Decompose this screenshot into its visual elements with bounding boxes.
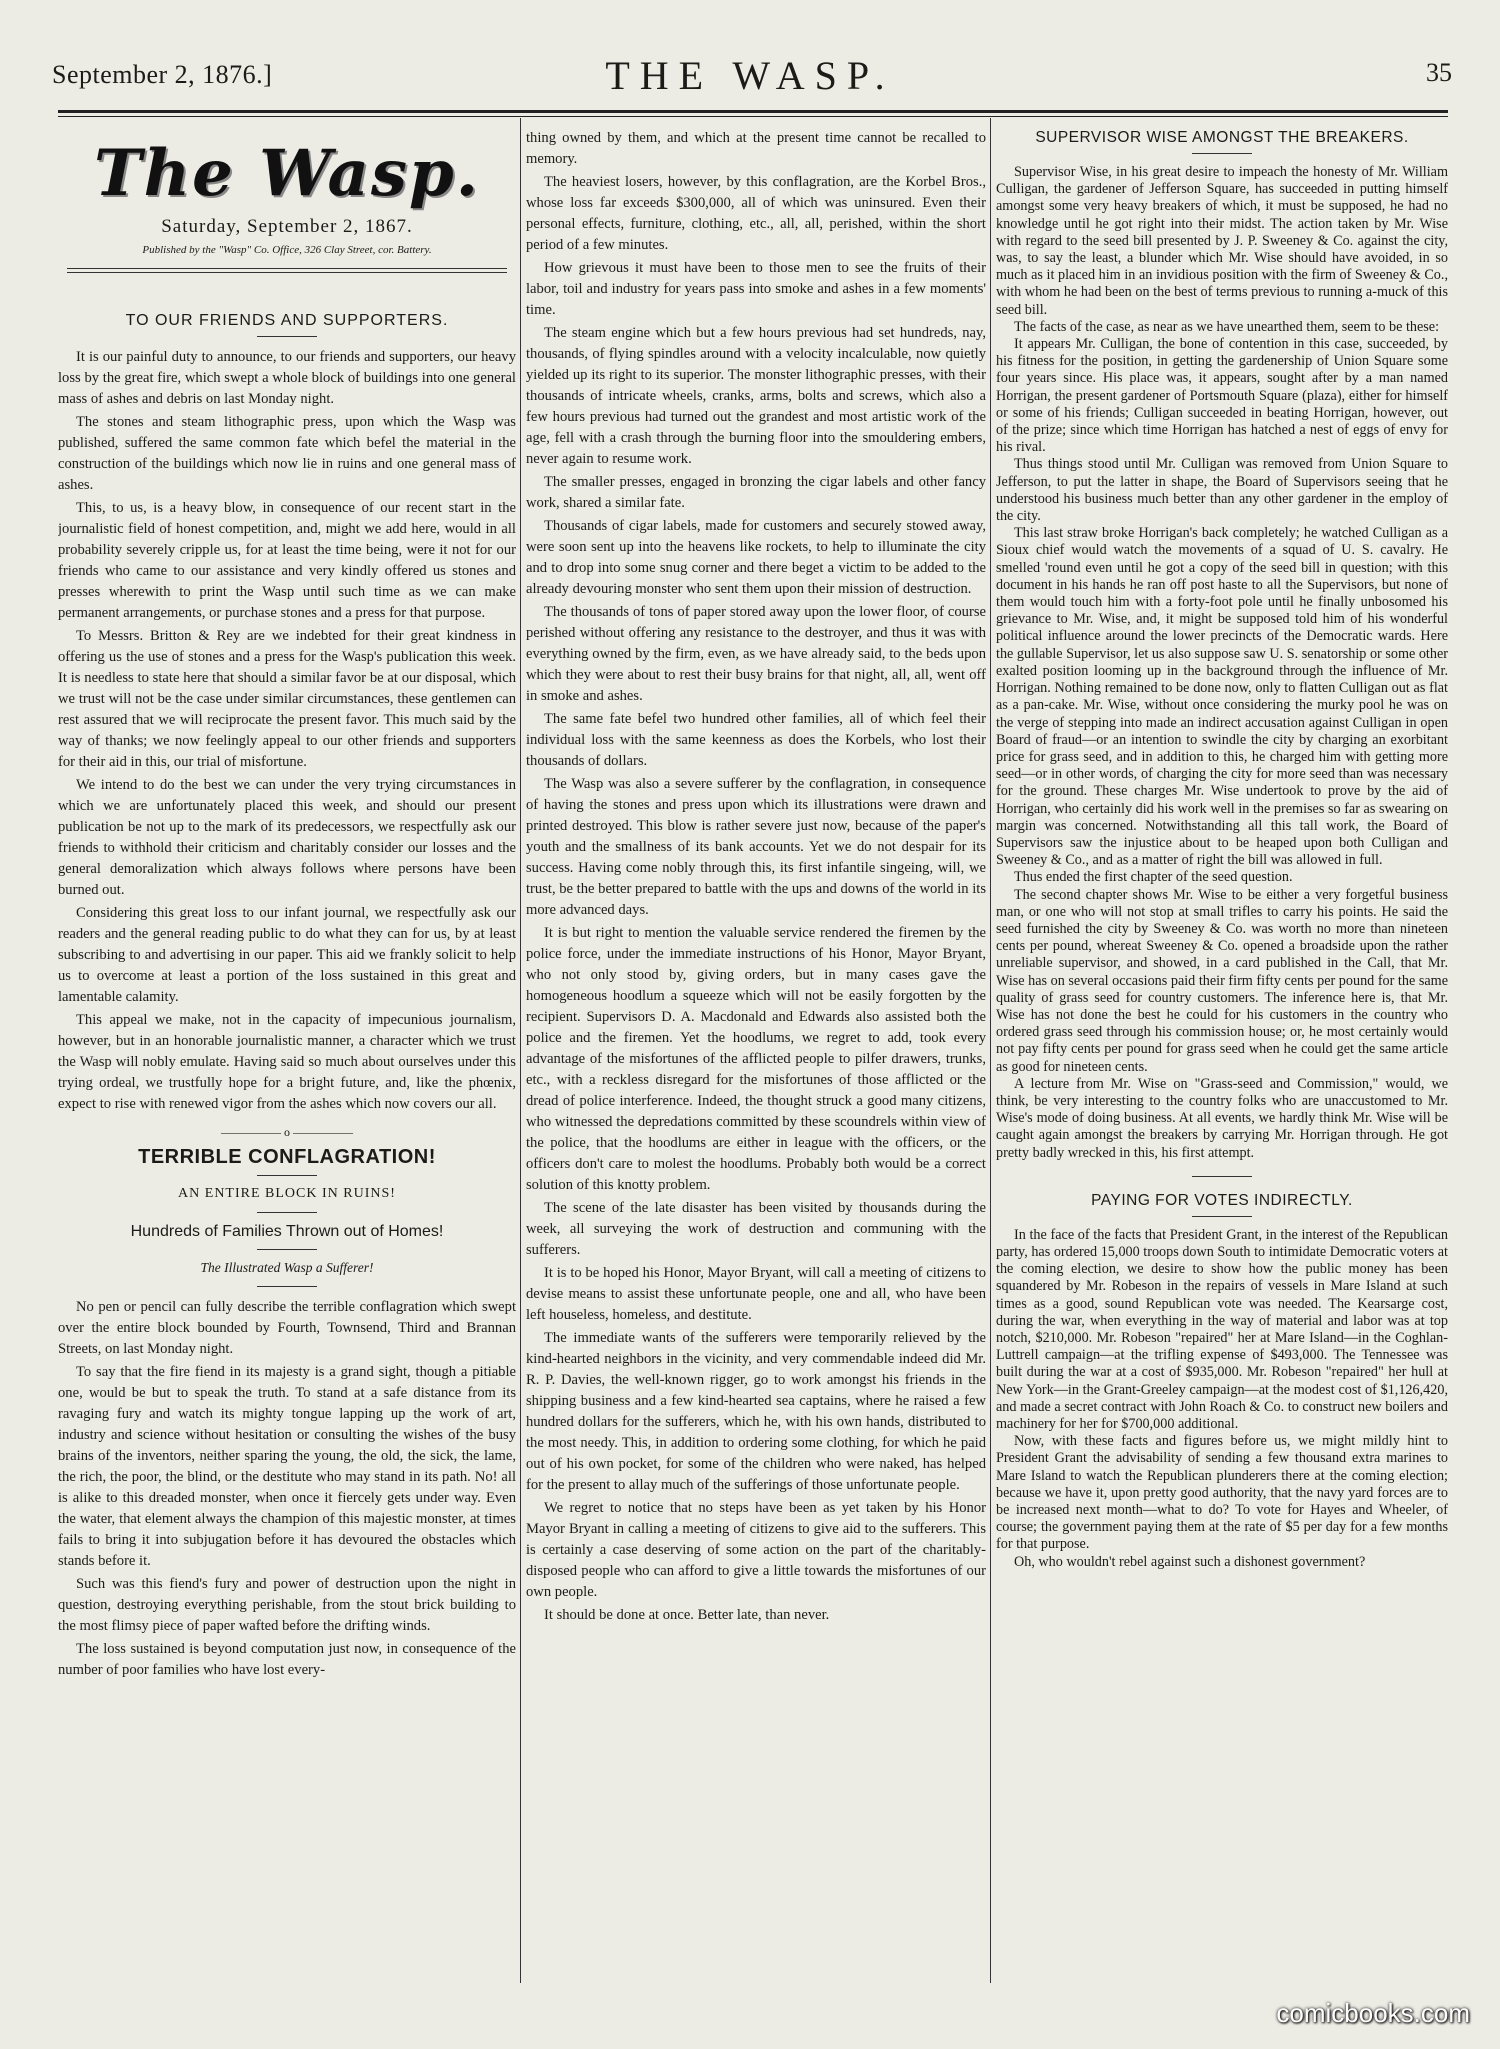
- section-rule: [1192, 1176, 1252, 1177]
- paragraph: We regret to notice that no steps have been as yet taken by his Honor Mayor Bryant in calling a meeting of citizens to give aid to the sufferers. This is certainly a case deserving of some action on the part of the charitably-disposed people who can afford to give a little towards the misfortunes of our own people.: [526, 1500, 986, 1600]
- article-heading: TERRIBLE CONFLAGRATION!: [138, 1146, 436, 1168]
- masthead-publisher: Published by the "Wasp" Co. Office, 326 Clay Street, cor. Battery.: [142, 244, 432, 256]
- paragraph: In the face of the facts that President Grant, in the interest of the Republican party, has ordered 15,000 troops down South to intimidate Democratic voters at the coming election, we desire to show how the public money has been squandered by Mr. Robeson in the repairs of vessels in Mare Island at such times as a good, sound Republican vote was needed. The Kearsarge cost, during the war, when everything in the way of material and labor was at top notch, $210,000. Mr. Robeson "repaired" her at Mare Island—in the Coghlan-Luttrell campaign—at the trifling expense of $493,000. The Tennessee was built during the war at a cost of $935,000. Mr. Robeson "repaired" her hull at New York—in the Grant-Greeley campaign—at the modest cost of $1,126,420, and made a secret contract with John Roach & Co. to construct new boilers and machinery for her for $700,000 additional.: [996, 1226, 1448, 1433]
- paragraph: Now, with these facts and figures before us, we might mildly hint to President Grant the advisability of sending a few thousand extra marines to Mare Island to watch the Republican plunderers there at the coming election; because we have it, upon pretty good authority, that the navy yard forces are to be increased next month—what to do? To vote for Hayes and Wheeler, of course; the government paying them at the rate of $5 per day for a few months for that purpose.: [996, 1433, 1448, 1553]
- column-divider: [520, 118, 521, 1983]
- masthead-date: Saturday, September 2, 1867.: [161, 216, 413, 237]
- paragraph: It is but right to mention the valuable service rendered the firemen by the police force, under the immediate instructions of his Honor, Mayor Bryant, who not only stood by, giving orders, but in many cases gave the homogeneous hoodlum a squeeze which will not be easily forgotten by the recipient. Supervisors D. A. Macdonald and Edwards also assisted both the police and the firemen. Yet the hoodlums, we regret to add, took every advantage of the misfortunes of the afflicted people to pilfer drawers, trunks, etc., with a reckless disregard for the misfortunes of those afflicted or the dread of police interference. Indeed, the thought struck a good many citizens, who witnessed the depredations committed by these scoundrels within view of the police, that the hoodlums are either in league with the officers, or the officers don't care to molest the hoodlums. Probably both would be a correct solution of this knotty problem.: [526, 925, 986, 1193]
- paragraph: To say that the fire fiend in its majesty is a grand sight, though a pitiable one, would be but to speak the truth. To stand at a safe distance from its ravaging fury and watch its mighty tongue lapping up the work of art, industry and science without hesitation or consulting the wishes of the busy brains of the inventors, neither sparing the young, the old, the sick, the lame, the rich, the poor, the blind, or the destitute who may stand in its path. No! all is alike to this dreaded monster, when once it fiercely gets under way. Even the water, that element always the champion of this majestic monster, at times fails to bring it into subjugation before it has devoured the obstacles which stands before it.: [58, 1364, 516, 1569]
- heading-rule: [257, 336, 317, 337]
- article-heading: SUPERVISOR WISE AMONGST THE BREAKERS.: [1035, 129, 1409, 146]
- paragraph: It appears Mr. Culligan, the bone of contention in this case, succeeded, by his fitness for the position, in getting the gardenership of Union Square some four years since. His place was, it appears, sought after by a man named Horrigan, the present gardener of Portsmouth Square (plaza), either for himself or some of his friends; Culligan succeeded in beating Horrigan, however, out of the prize; since which time Horrigan has hatched a nest of eggs of envy for his rival.: [996, 336, 1448, 456]
- heading-rule: [257, 1249, 317, 1250]
- watermark: comicbooks.com: [1276, 1998, 1470, 2028]
- article-subheading: AN ENTIRE BLOCK IN RUINS!: [178, 1186, 396, 1201]
- paragraph: It is to be hoped his Honor, Mayor Bryant, will call a meeting of citizens to devise means to assist these unfortunate people, one and all, who have been left houseless, homeless, and destitute.: [526, 1265, 986, 1323]
- paragraph: The second chapter shows Mr. Wise to be either a very forgetful business man, or one who will not stop at small trifles to carry his points. He said the seed furnished the city by Sweeney & Co. was worth no more than nineteen cents per pound, whereat Sweeney & Co. opened a broadside upon the rather unreliable supervisor, and showed, in a card published in the Call, that Mr. Wise has on several occasions paid their firm fifty cents per pound for the same quality of grass seed for country customers. The inference here is, that Mr. Wise has not done the best he could for his customers in the country who ordered grass seed through his commission house; or, he most certainly would not pay fifty cents per pound for grass seed when he could get the same article as good for nineteen cents.: [996, 886, 1448, 1075]
- paragraph: A lecture from Mr. Wise on "Grass-seed and Commission," would, we think, be very interesting to the country folks who are unaccustomed to Mr. Wise's mode of doing business. At all events, we hardly think Mr. Wise will be caught again amongst the breakers by carrying Mr. Horrigan through. He got pretty badly wrecked in this, his first attempt.: [996, 1075, 1448, 1161]
- header-title: THE WASP.: [605, 53, 895, 98]
- heading-rule: [257, 1286, 317, 1287]
- heading-rule: [1192, 1216, 1252, 1217]
- heading-rule: [257, 1175, 317, 1176]
- paragraph: This last straw broke Horrigan's back completely; he watched Culligan as a Sioux chief would watch the movements of a squad of U. S. cavalry. He smelled 'round even until he got a copy of the seed bill in question; with this document in his hands he ran off post haste to all the Supervisors, but none of them would touch him with a forty-foot pole until he finally unbosomed his grievance to Mr. Wise, and, it might be supposed told him of his wonderful political influence around the lower precincts of the Democratic wards. Here the gullable Supervisor, let us also suppose saw U. S. senatorship or some other exalted position looming up in the background through the influence of Mr. Horrigan. Nothing remained to be done now, only to flatten Culligan out as flat as a pan-cake. Mr. Wise, without once considering the murky pool he was on the verge of stepping into made an indirect accusation against Culligan in open Board of fraud—or an intention to swindle the city by charging an exorbitant price for grass seed, and in addition to this, he charged him with getting more seed—or in other words, of charging the city for more seed than was necessary for the ground. These charges Mr. Wise undertook to prove by the aid of Horrigan, who certainly did his work well in the premises so far as swearing on margin was concerned. Notwithstanding all this tall work, the Board of Supervisors saw the injustice about to be heaped upon both Culligan and Sweeney & Co., and as a matter of right the bill was allowed in full.: [996, 525, 1448, 869]
- heading-rule: [1192, 153, 1252, 154]
- page-number: 35: [1426, 58, 1452, 87]
- heading-rule: [257, 1212, 317, 1213]
- paragraph: The loss sustained is beyond computation just now, in consequence of the number of poor families who have lost every-: [58, 1641, 516, 1678]
- paragraph: To Messrs. Britton & Rey are we indebted for their great kindness in offering us the use of stones and a press for the Wasp's publication this week. It is needless to state here that should a similar favor be at our disposal, which we trust will not be the case under similar circumstances, these gentlemen can rest assured that we will reciprocate the present favor. This much said by the way of thanks; we now feelingly appeal to our other friends and supporters for their aid in this, our trial of misfortune.: [58, 628, 516, 770]
- article-subheading: Hundreds of Families Thrown out of Homes!: [130, 1223, 444, 1240]
- paragraph: Thus things stood until Mr. Culligan was removed from Union Square to Jefferson, to put the latter in shape, the Board of Supervisors seeing that he understood his business much better than any other gardener in the employ of the city.: [996, 456, 1448, 525]
- paragraph: Considering this great loss to our infant journal, we respectfully ask our readers and the general reading public to do what they can for us, by at least subscribing to and advertising in our paper. This aid we frankly solicit to help us to overcome at least a portion of the loss sustained in this great and lamentable calamity.: [58, 905, 516, 1005]
- paragraph: The stones and steam lithographic press, upon which the Wasp was published, suffered the same common fate which befel the material in the construction of the buildings which now lie in ruins and one general mass of ashes.: [58, 414, 516, 493]
- header-rule-thin: [58, 116, 1448, 117]
- paragraph: thing owned by them, and which at the present time cannot be recalled to memory.: [526, 130, 986, 167]
- article-heading: PAYING FOR VOTES INDIRECTLY.: [1091, 1191, 1353, 1209]
- paragraph: Thus ended the first chapter of the seed question.: [1014, 869, 1293, 886]
- masthead-rule: [67, 268, 507, 273]
- header-rule: [58, 110, 1448, 113]
- paragraph: The immediate wants of the sufferers were temporarily relieved by the kind-hearted neighbors in the vicinity, and very commendable indeed did Mr. R. P. Davies, the well-known rigger, go to work amongst his friends in the shipping business and a few kind-hearted sea captains, where he raised a few hundred dollars for the sufferers, which he, with his own hands, distributed to the most needy. This, in addition to ordering some clothing, for which he paid out of his own pocket, for some of the children who were naked, has helped for the present to allay much of the sufferings of those unfortunate people.: [526, 1330, 986, 1493]
- header-date: September 2, 1876.]: [52, 60, 273, 89]
- column-2: [526, 128, 986, 1628]
- paragraph: Supervisor Wise, in his great desire to impeach the honesty of Mr. William Culligan, the gardener of Jefferson Square, has succeeded in putting himself amongst some very heavy breakers of which, it must be supposed, he had no knowledge until he got right into their midst. The action taken by Mr. Wise with regard to the seed bill presented by J. P. Sweeney & Co. against the city, was, to say the least, a blunder which Mr. Wise should have avoided, in so much as it placed him in an invidious position with the firm of Sweeney & Co., with whom he had been on the best of terms previous to running a-muck of this seed bill.: [996, 164, 1448, 318]
- section-ornament: ————— o —————: [221, 1125, 353, 1139]
- paragraph: The heaviest losers, however, by this conflagration, are the Korbel Bros., whose loss far exceeds $300,000, all of which was uninsured. Even their personal effects, furniture, clothing, etc., all, all, perished, within the short period of a few minutes.: [526, 174, 986, 253]
- masthead: [58, 128, 516, 306]
- masthead-title: The Wasp.: [94, 136, 480, 211]
- paragraph: How grievous it must have been to those men to see the fruits of their labor, toil and industry for years pass into smoke and ashes in a few moments' time.: [526, 260, 986, 318]
- paragraph: The same fate befel two hundred other families, all of which feel their individual loss with the same keenness as does the Korbels, who lost their thousands of dollars.: [526, 711, 986, 769]
- paragraph: Such was this fiend's fury and power of destruction upon the night in question, destroying everything perishable, from the stout brick building to the most flimsy piece of paper wafted before the drifting winds.: [58, 1576, 516, 1634]
- paragraph: We intend to do the best we can under the very trying circumstances in which we are unfortunately placed this week, and should our present publication be not up to the mark of its predecessors, we respectfully ask our friends to withhold their criticism and charitably consider our losses and the general demoralization which always follows where persons have been burned out.: [58, 777, 516, 898]
- paragraph: The Wasp was also a severe sufferer by the conflagration, in consequence of having the stones and press upon which its illustrations were drawn and printed destroyed. This blow is rather severe just now, because of the paper's youth and the smallness of its bank accounts. Yet we do not despair for its success. Having come nobly through this, its first infantile singeing, will, we trust, be the better prepared to battle with the ups and downs of the world in its more advanced days.: [526, 776, 986, 918]
- article-subheading: The Illustrated Wasp a Sufferer!: [200, 1260, 374, 1275]
- paragraph: Thousands of cigar labels, made for customers and securely stowed away, were soon sent up into the heavens like rockets, to help to illuminate the city and to drop into some snug corner and there beget a victim to be added to the already devouring monster who sent them upon their mission of destruction.: [526, 518, 986, 597]
- paragraph: It is our painful duty to announce, to our friends and supporters, our heavy loss by the great fire, which swept a whole block of buildings into one general mass of ashes and debris on last Monday night.: [58, 349, 516, 407]
- paragraph: The steam engine which but a few hours previous had set hundreds, nay, thousands, of flying spindles around with a velocity incalculable, now quietly yielded up its right to its superior. The monster lithographic presses, with their thousands of intricate wheels, cranks, arms, bolts and screws, which also a few hours previous had turned out the grandest and most artistic work of the age, fell with a crash through the burning floor into the smouldering embers, never again to resume work.: [526, 325, 986, 467]
- paragraph: This appeal we make, not in the capacity of impecunious journalism, however, but in an honorable journalistic manner, a character which we trust the Wasp will nobly emulate. Having said so much about ourselves under this trying ordeal, we trustfully hope for a bright future, and, like the phœnix, expect to rise with renewed vigor from the ashes which now covers our all.: [58, 1012, 516, 1112]
- paragraph: The thousands of tons of paper stored away upon the lower floor, of course perished without offering any resistance to the destroyer, and thus it was with everything owned by the firm, even, as we have already said, to the beds upon which they were about to rest their busy brains for that night, all, all, went off in smoke and ashes.: [526, 604, 986, 704]
- paragraph: No pen or pencil can fully describe the terrible conflagration which swept over the entire block bounded by Fourth, Townsend, Third and Brannan Streets, on last Monday night.: [58, 1299, 516, 1357]
- paragraph: The smaller presses, engaged in bronzing the cigar labels and other fancy work, shared a similar fate.: [526, 474, 986, 511]
- paragraph: Oh, who wouldn't rebel against such a dishonest government?: [1014, 1553, 1366, 1570]
- column-3: [996, 128, 1448, 1571]
- paragraph: It should be done at once. Better late, than never.: [544, 1607, 830, 1623]
- article-heading: TO OUR FRIENDS AND SUPPORTERS.: [125, 312, 449, 329]
- paragraph: The facts of the case, as near as we have unearthed them, seem to be these:: [1014, 318, 1440, 335]
- ornament-mark: o: [284, 1125, 290, 1139]
- paragraph: The scene of the late disaster has been visited by thousands during the week, all surveying the work of destruction and communing with the sufferers.: [526, 1200, 986, 1258]
- paragraph: This, to us, is a heavy blow, in consequence of our recent start in the journalistic field of honest competition, and, might we add here, would in all probability severely cripple us, for at least the time being, were it not for our friends who came to our assistance and very kindly offered us stones and presses wherewith to print the Wasp until such time as we can make permanent arrangements, or purchase stones and a press for that purpose.: [58, 500, 516, 621]
- column-1: [58, 128, 516, 1683]
- column-divider: [990, 118, 991, 1983]
